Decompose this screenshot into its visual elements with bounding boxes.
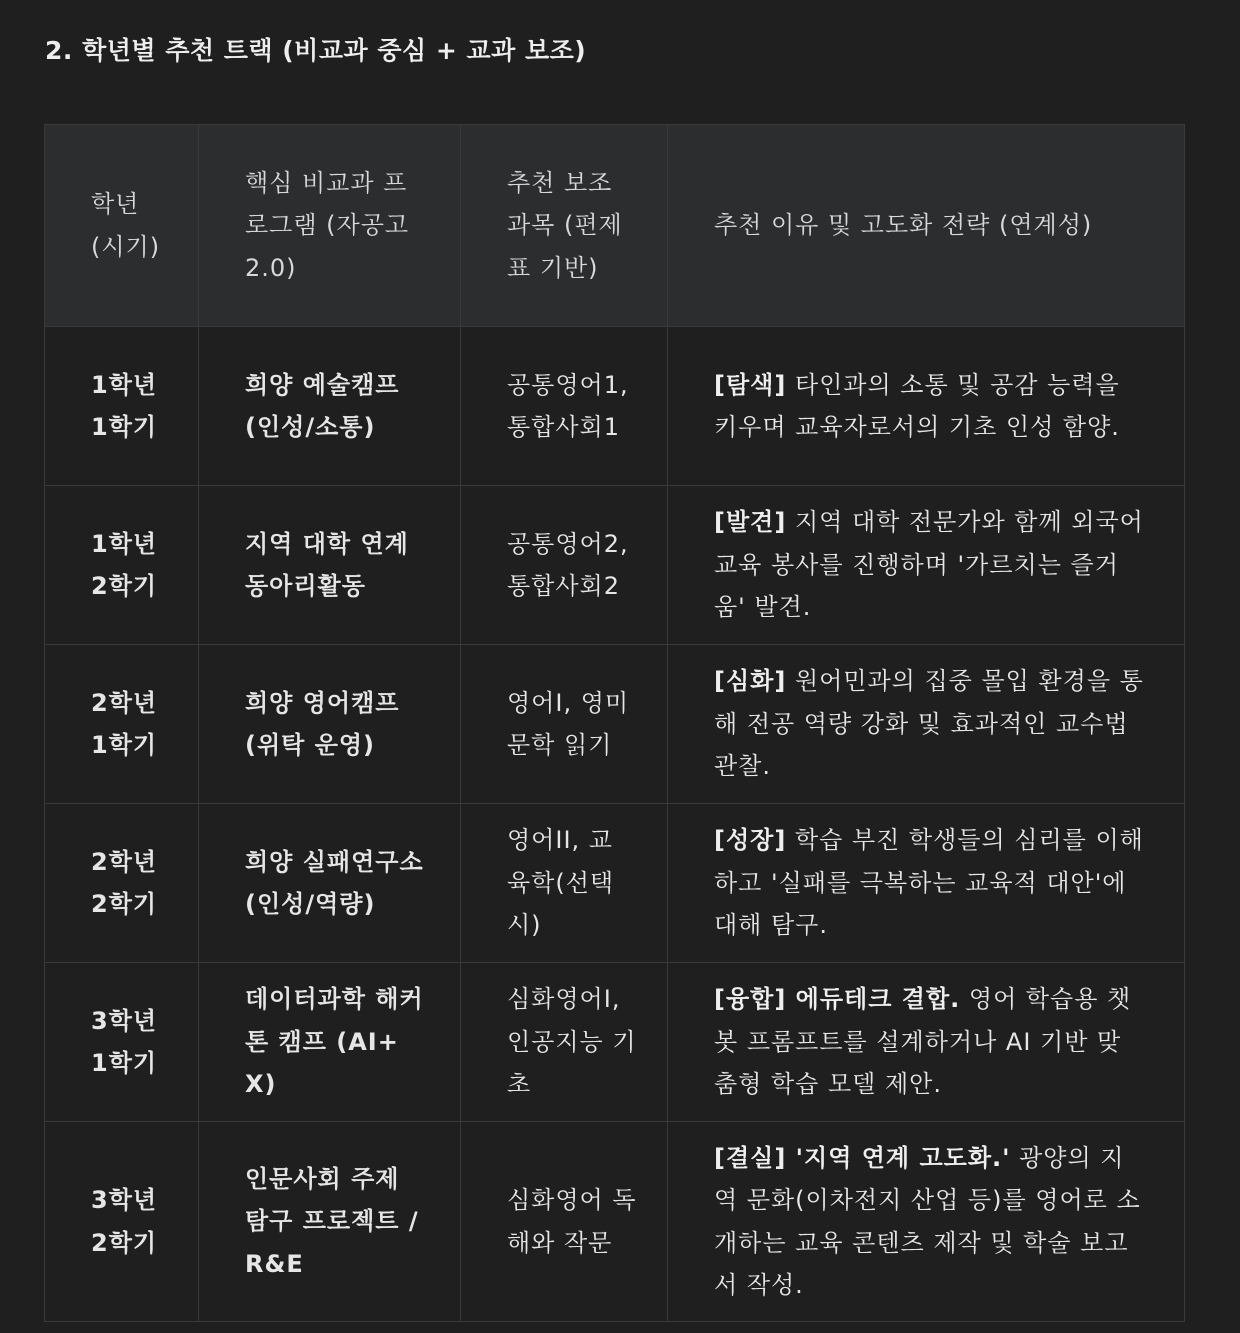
reason-tag: [융합] <box>714 985 787 1014</box>
grade-cell: 3학년 1학기 <box>45 963 199 1122</box>
grade-cell: 2학년 1학기 <box>45 645 199 804</box>
subjects-cell: 공통영어1, 통합사회1 <box>461 327 668 486</box>
program-cell: 지역 대학 연계 동아리활동 <box>199 486 461 645</box>
grade-cell: 1학년 1학기 <box>45 327 199 486</box>
header-subjects: 추천 보조 과목 (편제표 기반) <box>461 125 668 327</box>
reason-text: 영어 학습용 챗봇 프롬프트를 설계하거나 AI 기반 맞춤형 학습 모델 제안. <box>714 985 1132 1099</box>
table-row <box>45 1122 1185 1322</box>
header-program: 핵심 비교과 프로그램 (자공고 2.0) <box>199 125 461 327</box>
reason-text: 타인과의 소통 및 공감 능력을 키우며 교육자로서의 기초 인성 함양. <box>714 370 1120 441</box>
table-row <box>45 486 1185 645</box>
reason-tag: [성장] <box>714 826 787 855</box>
grade-cell: 3학년 2학기 <box>45 1122 199 1322</box>
program-cell: 희양 예술캠프 (인성/소통) <box>199 327 461 486</box>
table-header-row <box>45 125 1185 327</box>
reason-text: 학습 부진 학생들의 심리를 이해하고 '실패를 극복하는 교육적 대안'에 대해 탐구. <box>714 826 1144 940</box>
reason-tag: [결실] <box>714 1143 787 1172</box>
reason-emphasis: '지역 연계 고도화.' <box>786 1143 1011 1172</box>
table-row <box>45 645 1185 804</box>
table-row <box>45 327 1185 486</box>
reason-cell <box>668 1122 1185 1322</box>
reason-tag: [심화] <box>714 667 787 696</box>
section-heading: 2. 학년별 추천 트랙 (비교과 중심 + 교과 보조) <box>45 36 587 65</box>
table-row <box>45 963 1185 1122</box>
table-row <box>45 804 1185 963</box>
program-cell: 희양 영어캠프 (위탁 운영) <box>199 645 461 804</box>
program-cell: 희양 실패연구소 (인성/역량) <box>199 804 461 963</box>
reason-cell <box>668 645 1185 804</box>
reason-cell <box>668 963 1185 1122</box>
reason-tag: [발견] <box>714 508 787 537</box>
subjects-cell: 심화영어I, 인공지능 기초 <box>461 963 668 1122</box>
reason-cell <box>668 486 1185 645</box>
reason-emphasis: 에듀테크 결합. <box>786 985 961 1014</box>
header-reason: 추천 이유 및 고도화 전략 (연계성) <box>668 125 1185 327</box>
reason-text: 지역 대학 전문가와 함께 외국어 교육 봉사를 진행하며 '가르치는 즐거움' 발견. <box>714 508 1144 622</box>
subjects-cell: 심화영어 독해와 작문 <box>461 1122 668 1322</box>
reason-tag: [탐색] <box>714 370 787 399</box>
program-cell: 데이터과학 해커톤 캠프 (AI+X) <box>199 963 461 1122</box>
subjects-cell: 공통영어2, 통합사회2 <box>461 486 668 645</box>
recommendation-table <box>44 124 1185 1322</box>
header-grade: 학년 (시기) <box>45 125 199 327</box>
program-cell: 인문사회 주제 탐구 프로젝트 / R&E <box>199 1122 461 1322</box>
grade-cell: 1학년 2학기 <box>45 486 199 645</box>
reason-text: 광양의 지역 문화(이차전지 산업 등)를 영어로 소개하는 교육 콘텐츠 제작 및 학술 보고서 작성. <box>714 1143 1141 1299</box>
reason-cell <box>668 327 1185 486</box>
reason-cell <box>668 804 1185 963</box>
subjects-cell: 영어II, 교육학(선택 시) <box>461 804 668 963</box>
subjects-cell: 영어I, 영미 문학 읽기 <box>461 645 668 804</box>
grade-cell: 2학년 2학기 <box>45 804 199 963</box>
reason-text: 원어민과의 집중 몰입 환경을 통해 전공 역량 강화 및 효과적인 교수법 관찰. <box>714 667 1144 781</box>
